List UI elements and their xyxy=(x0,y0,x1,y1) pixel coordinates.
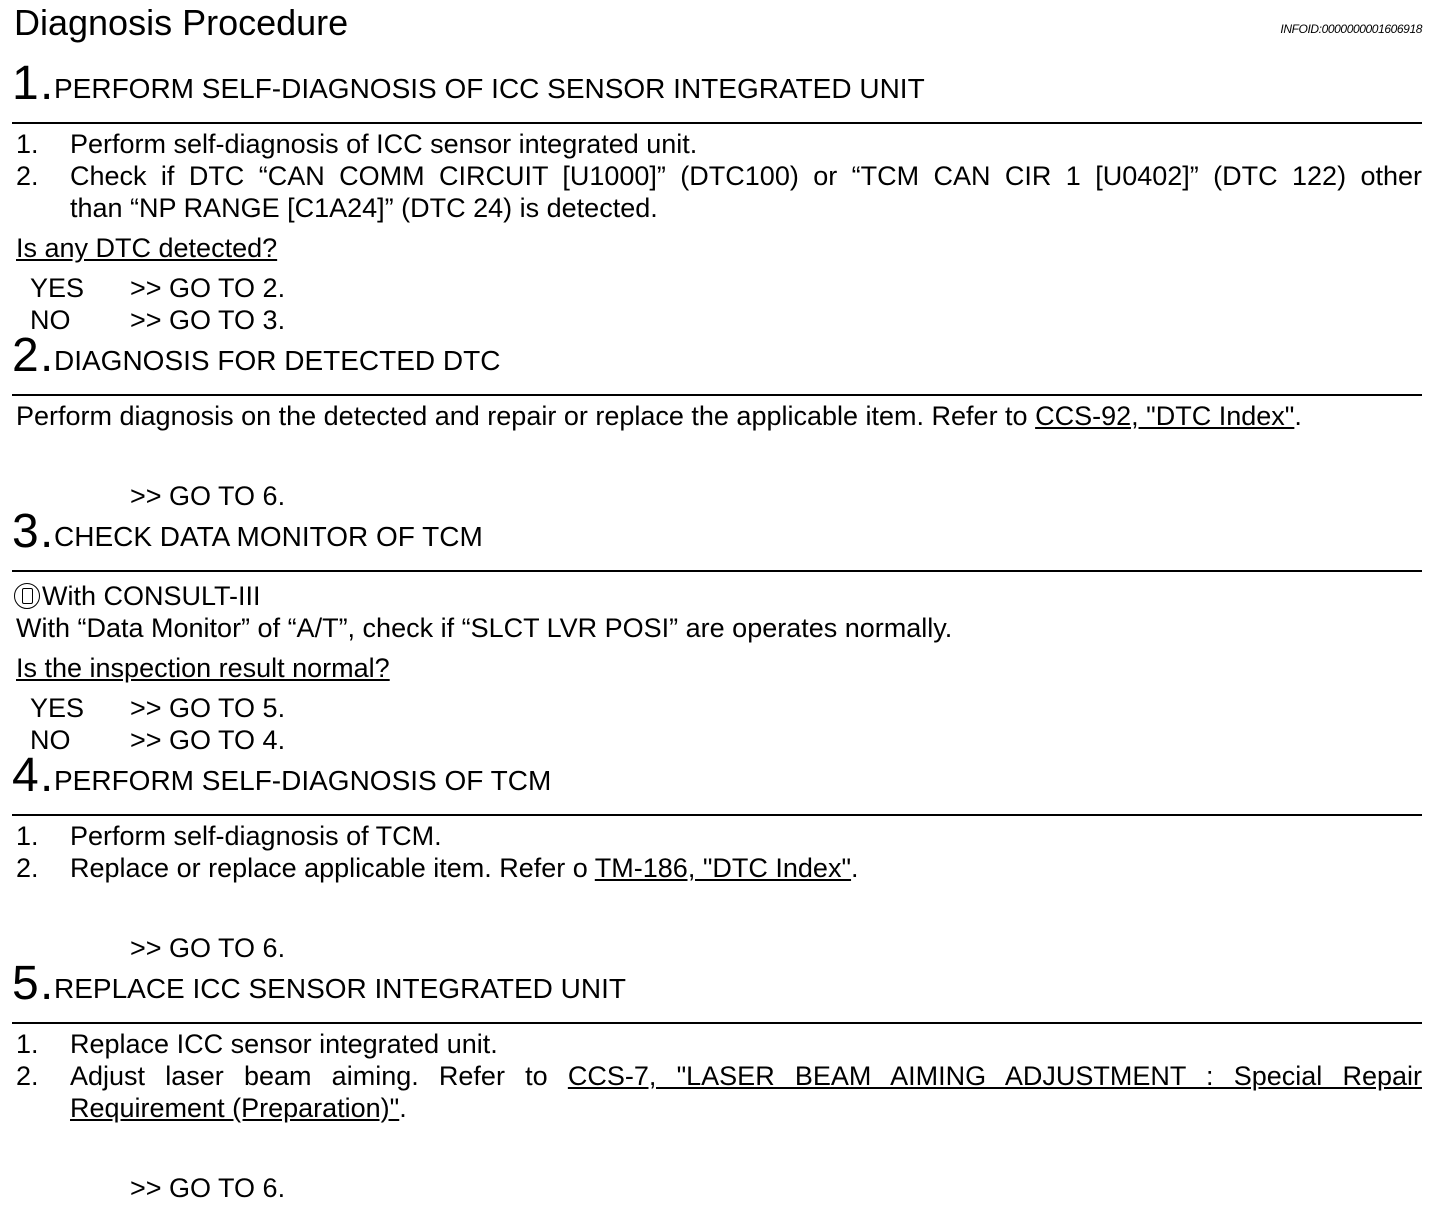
reference-link-ccs-92[interactable]: CCS-92, "DTC Index" xyxy=(1035,401,1295,431)
list-item: Check if DTC “CAN COMM CIRCUIT [U1000]” (DTC100) or “TCM CAN CIR 1 [U0402]” (DTC 122) other xyxy=(70,161,1422,191)
reference-link-ccs-7[interactable]: CCS-7, "LASER BEAM AIMING ADJUSTMENT : Special Repair xyxy=(567,1061,1422,1091)
list-number: 2. xyxy=(16,1061,39,1091)
list-item-continuation: than “NP RANGE [C1A24]” (DTC 24) is detected. xyxy=(70,193,658,223)
step-title: PERFORM SELF-DIAGNOSIS OF ICC SENSOR INTEGRATED UNIT xyxy=(54,73,925,104)
divider xyxy=(12,814,1422,816)
page-title: Diagnosis Procedure xyxy=(14,2,349,43)
list-number: 2. xyxy=(16,853,39,883)
reference-link-tm-186[interactable]: TM-186, "DTC Index" xyxy=(594,853,852,883)
answer-yes-label: YES xyxy=(30,693,85,723)
list-item-text-end: . xyxy=(399,1093,407,1123)
reference-link-ccs-7-continued[interactable]: Requirement (Preparation)" xyxy=(70,1093,400,1123)
list-item: Perform self-diagnosis of TCM. xyxy=(70,821,442,851)
step-4-heading xyxy=(12,749,1422,802)
paragraph xyxy=(16,400,1302,432)
step-number-dot: . xyxy=(40,749,54,802)
step-number-dot: . xyxy=(40,57,54,110)
step-number: 1 xyxy=(12,57,39,110)
divider xyxy=(12,570,1422,572)
step-title: DIAGNOSIS FOR DETECTED DTC xyxy=(54,345,501,376)
list-item: Replace ICC sensor integrated unit. xyxy=(70,1029,498,1059)
answer-yes-goto: >> GO TO 5. xyxy=(130,693,286,723)
answer-yes-goto: >> GO TO 2. xyxy=(130,273,286,303)
answer-no-label: NO xyxy=(30,725,71,755)
step-title: CHECK DATA MONITOR OF TCM xyxy=(54,521,483,552)
list-item: Perform self-diagnosis of ICC sensor integrated unit. xyxy=(70,129,698,159)
step-number: 5 xyxy=(12,957,39,1010)
goto-step: >> GO TO 6. xyxy=(130,1173,286,1203)
list-item-text-end: . xyxy=(851,853,859,883)
list-number: 1. xyxy=(16,1029,39,1059)
step-2-heading xyxy=(12,329,1422,382)
goto-step: >> GO TO 6. xyxy=(130,933,286,963)
info-id: INFOID:0000000001606918 xyxy=(1280,22,1422,36)
step-number-dot: . xyxy=(40,957,54,1010)
step-title: REPLACE ICC SENSOR INTEGRATED UNIT xyxy=(54,973,627,1004)
step-number-dot: . xyxy=(40,329,54,382)
step-number: 3 xyxy=(12,505,39,558)
answer-no-goto: >> GO TO 4. xyxy=(130,725,286,755)
list-number: 1. xyxy=(16,129,39,159)
answer-no-label: NO xyxy=(30,305,71,335)
paragraph-text: Perform diagnosis on the detected and repair or replace the applicable item. Refer to xyxy=(16,401,1036,431)
list-number: 2. xyxy=(16,161,39,191)
step-number-dot: . xyxy=(40,505,54,558)
list-item-text: Adjust laser beam aiming. Refer to xyxy=(70,1061,568,1091)
step-5-heading xyxy=(12,957,1422,1010)
step-title: PERFORM SELF-DIAGNOSIS OF TCM xyxy=(54,765,552,796)
consult-icon xyxy=(14,583,40,609)
answer-yes-label: YES xyxy=(30,273,85,303)
divider xyxy=(12,122,1422,124)
step-3-heading xyxy=(12,505,1422,558)
step-number: 4 xyxy=(12,749,39,802)
divider xyxy=(12,394,1422,396)
paragraph-text-end: . xyxy=(1294,401,1302,431)
step-1-heading xyxy=(12,57,1422,110)
question: Is any DTC detected? xyxy=(16,233,278,263)
answer-no-goto: >> GO TO 3. xyxy=(130,305,286,335)
question: Is the inspection result normal? xyxy=(16,653,390,683)
consult-line xyxy=(14,580,261,612)
list-item xyxy=(70,852,1422,884)
list-item-continuation xyxy=(70,1092,1422,1124)
list-number: 1. xyxy=(16,821,39,851)
goto-step: >> GO TO 6. xyxy=(130,481,286,511)
step-number: 2 xyxy=(12,329,39,382)
list-item xyxy=(70,1060,1422,1092)
paragraph: With “Data Monitor” of “A/T”, check if “SLCT LVR POSI” are operates normally. xyxy=(16,613,953,643)
list-item-text: Replace or replace applicable item. Refer o xyxy=(70,853,595,883)
consult-text: With CONSULT-III xyxy=(42,581,261,611)
divider xyxy=(12,1022,1422,1024)
